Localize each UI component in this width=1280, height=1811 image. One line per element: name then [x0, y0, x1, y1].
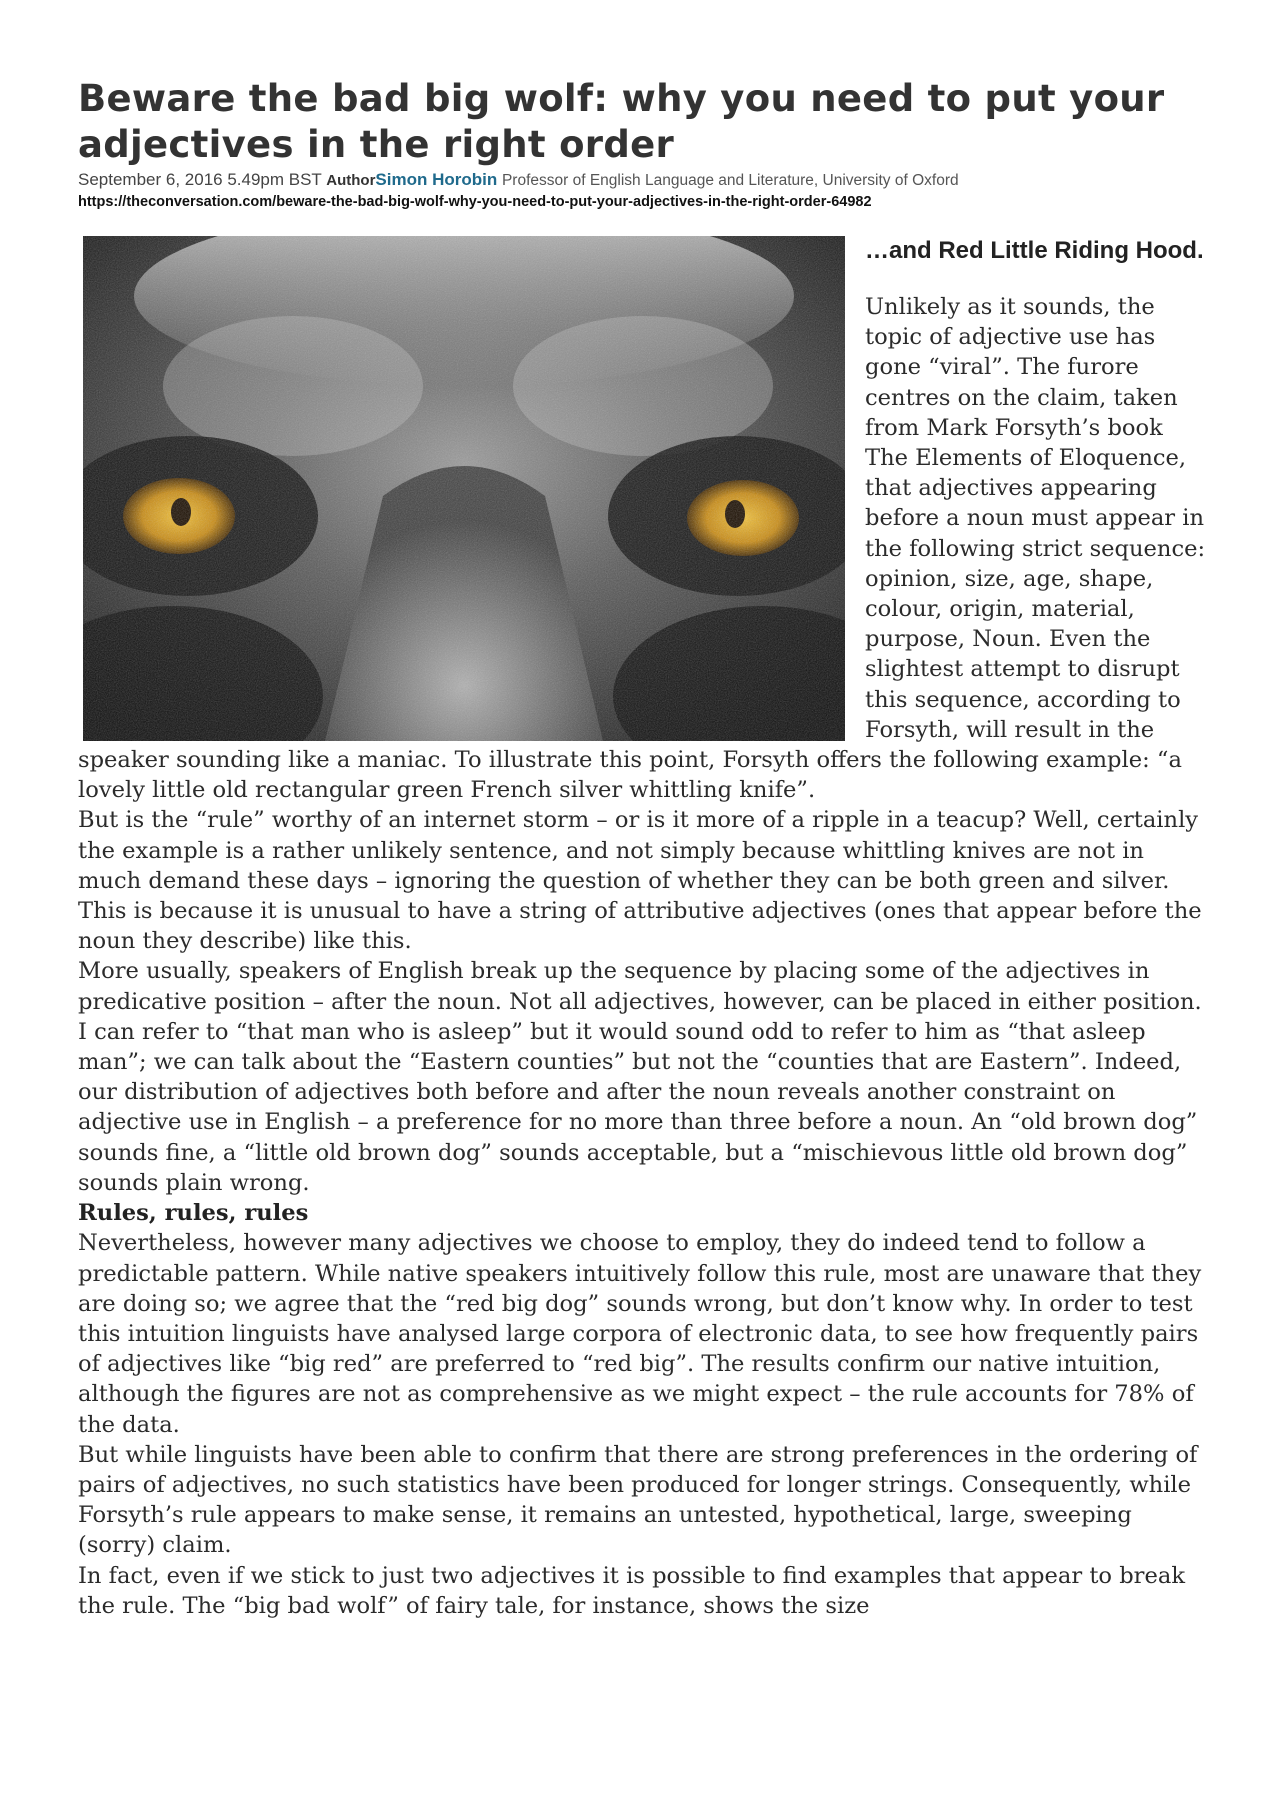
publish-date: September 6, 2016 5.49pm BST [78, 170, 322, 189]
source-url[interactable]: https://theconversation.com/beware-the-bad-big-wolf-why-you-need-to-put-your-adjectives-in-the-right-order-64982 [78, 194, 872, 210]
article-meta [78, 169, 1212, 192]
paragraph-4: Nevertheless, however many adjectives we choose to employ, they do indeed tend to follow a predictable pattern. While native speakers intuitively follow this rule, most are unaware that they are doing so; we agree that the “red big dog” sounds wrong, but don’t know why. In order to test this intuition linguists have analysed large corpora of electronic data, to see how frequently pairs of adjectives like “big red” are preferred to “red big”. The results confirm our native intuition, although the figures are not as comprehensive as we might expect – the rule accounts for 78% of the data. [78, 1230, 1202, 1438]
article-body [78, 236, 1212, 1621]
section-heading: Rules, rules, rules [78, 1200, 309, 1227]
paragraph-5: But while linguists have been able to confirm that there are strong preferences in the ordering of pairs of adjectives, no such statistics have been produced for longer strings. Consequently, while Forsyth’s rule appears to make sense, it remains an untested, hypothetical, large, sweeping (sorry) claim. [78, 1441, 1198, 1559]
article-title: Beware the bad big wolf: why you need to put your adjectives in the right order [78, 77, 1165, 166]
author-name[interactable]: Simon Horobin [375, 170, 498, 189]
article [78, 76, 1212, 1621]
paragraph-2: But is the “rule” worthy of an internet storm – or is it more of a ripple in a teacup? Well, certainly the example is a rather unlikely sentence, and not simply because whittling knives are not in much demand these days – ignoring the question of whether they can be both green and silver. This is because it is unusual to have a string of attributive adjectives (ones that appear before the noun they describe) like this. [78, 807, 1202, 955]
paragraph-6: In fact, even if we stick to just two adjectives it is possible to find examples that appear to break the rule. The “big bad wolf” of fairy tale, for instance, shows the size [78, 1562, 1186, 1619]
wolf-eyes-photo [83, 236, 845, 741]
author-role: Professor of English Language and Literature, University of Oxford [501, 172, 959, 189]
author-label: Author [326, 172, 376, 189]
image-caption: …and Red Little Riding Hood. [865, 237, 1204, 264]
paragraph-3: More usually, speakers of English break up the sequence by placing some of the adjectives in predicative position – after the noun. Not all adjectives, however, can be placed in either position. I can refer to “that man who is asleep” but it would sound odd to refer to him as “that asleep man”; we can talk about the “Eastern counties” but not the “counties that are Eastern”. Indeed, our distribution of adjectives both before and after the noun reveals another constraint on adjective use in English – a preference for no more than three before a noun. An “old brown dog” sounds fine, a “little old brown dog” sounds acceptable, but a “mischievous little old brown dog” sounds plain wrong. [78, 958, 1202, 1196]
paragraph-1: Unlikely as it sounds, the topic of adjective use has gone “viral”. The furore centres on the claim, taken from Mark Forsyth’s book The Elements of Eloquence, that adjectives appearing before a noun must appear in the following strict sequence: opinion, size, age, shape, colour, origin, material, purpose, Noun. Even the slightest attempt to disrupt this sequence, according to Forsyth, will result in the speaker sounding like a maniac. To illustrate this point, Forsyth offers the following example: “a lovely little old rectangular green French silver whittling knife”. [78, 294, 1206, 804]
